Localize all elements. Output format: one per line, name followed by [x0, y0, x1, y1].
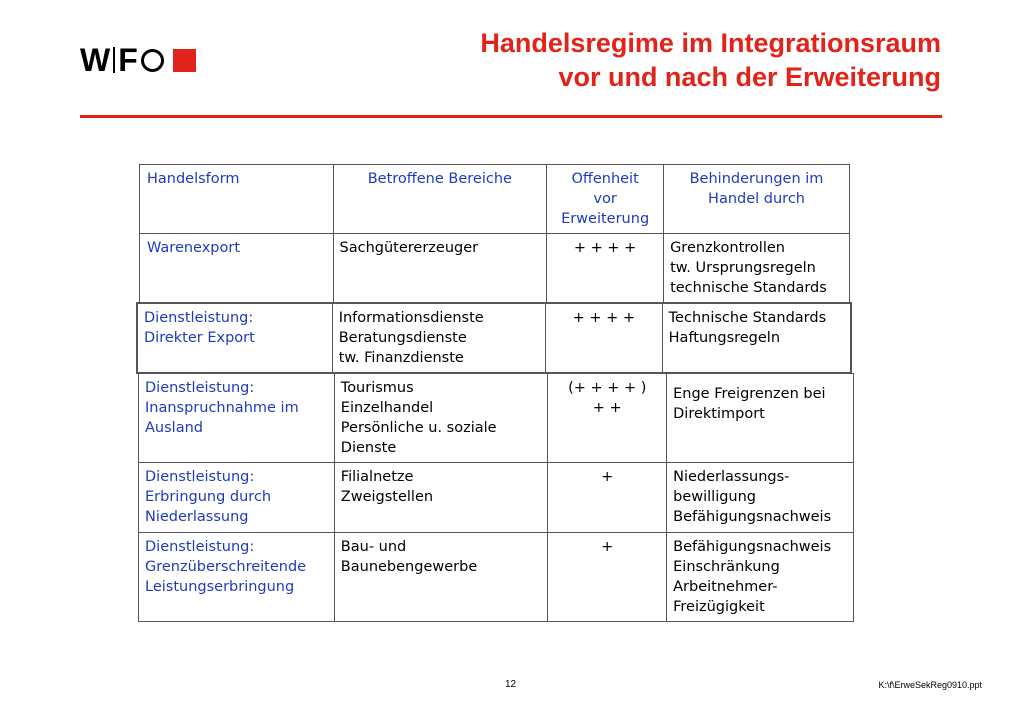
row-areas: Filialnetze Zweigstellen — [334, 463, 548, 533]
row-openness: + — [548, 463, 667, 533]
row-barriers: Niederlassungs- bewilligung Befähigungsnachweis — [667, 463, 854, 533]
title-line-2: vor und nach der Erweiterung — [558, 62, 941, 92]
row-barriers: Technische Standards Haftungsregeln — [662, 303, 851, 373]
row-form: Dienstleistung: Inanspruchnahme im Ausland — [139, 374, 335, 463]
row-form: Warenexport — [140, 234, 334, 304]
header-handelsform: Handelsform — [140, 165, 334, 234]
table-row — [137, 303, 851, 373]
logo-letter-w: W — [80, 42, 111, 78]
row-openness: + + + + — [546, 303, 663, 373]
wifo-logo — [80, 42, 196, 78]
row-areas: Bau- und Baunebengewerbe — [334, 533, 548, 622]
page-number: 12 — [505, 679, 517, 690]
row-openness: + + + + — [547, 234, 664, 304]
header-row — [140, 165, 850, 234]
logo-circle-icon — [141, 49, 164, 72]
table-row — [140, 234, 850, 304]
row-areas: Informationsdienste Beratungsdienste tw. Finanzdienste — [332, 303, 545, 373]
row-form: Dienstleistung: Direkter Export — [137, 303, 332, 373]
row-form: Dienstleistung: Erbringung durch Niederlassung — [139, 463, 335, 533]
row-barriers: Befähigungsnachweis Einschränkung Arbeitnehmer- Freizügigkeit — [667, 533, 854, 622]
slide-title — [480, 26, 941, 94]
header-betroffene-bereiche: Betroffene Bereiche — [333, 165, 547, 234]
title-divider — [80, 115, 942, 118]
header-behinderungen: Behinderungen im Handel durch — [664, 165, 850, 234]
table-dienstleistungen — [138, 373, 854, 622]
logo-letter-f: F — [118, 42, 138, 78]
table-row — [139, 533, 854, 622]
table-header-warenexport — [139, 164, 850, 304]
table-row — [139, 463, 854, 533]
file-path: K:\f\ErweSekReg0910.ppt — [878, 680, 982, 690]
header-offenheit: Offenheit vor Erweiterung — [547, 165, 664, 234]
row-barriers: Enge Freigrenzen bei Direktimport — [667, 374, 854, 463]
row-openness: (+ + + + ) + + — [548, 374, 667, 463]
logo-square-icon — [173, 49, 196, 72]
logo-separator — [113, 47, 115, 73]
row-form: Dienstleistung: Grenzüberschreitende Leistungserbringung — [139, 533, 335, 622]
title-line-1: Handelsregime im Integrationsraum — [480, 28, 941, 58]
row-areas: Sachgütererzeuger — [333, 234, 547, 304]
row-barriers: Grenzkontrollen tw. Ursprungsregeln technische Standards — [664, 234, 850, 304]
row-openness: + — [548, 533, 667, 622]
table-direkter-export — [136, 302, 852, 374]
table-row — [139, 374, 854, 463]
row-areas: Tourismus Einzelhandel Persönliche u. soziale Dienste — [334, 374, 548, 463]
